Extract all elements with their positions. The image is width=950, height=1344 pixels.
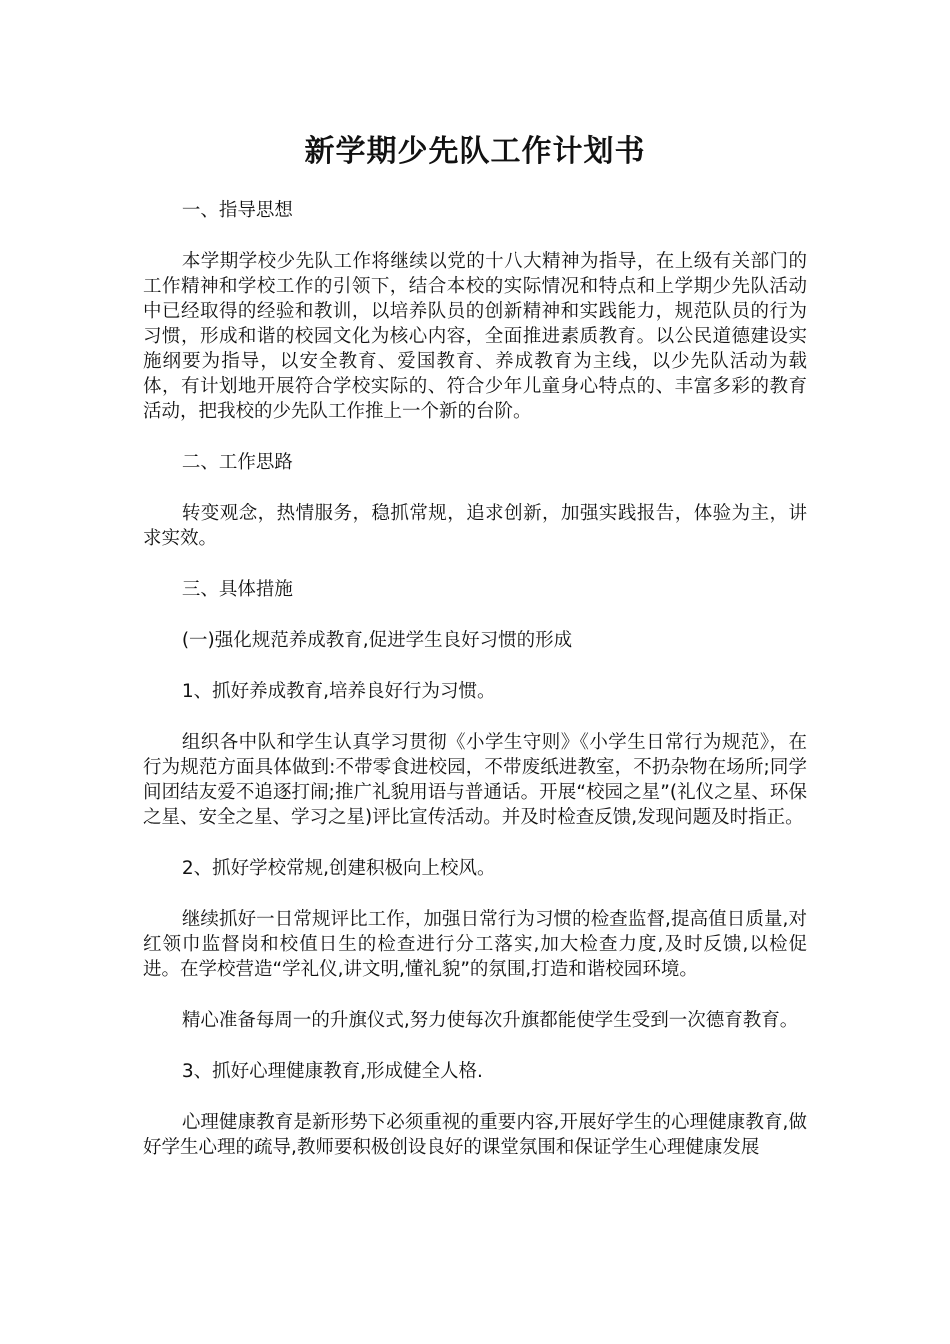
section-heading-work-approach: 二、工作思路 bbox=[181, 452, 293, 473]
paragraph-guiding-ideology: 本学期学校少先队工作将继续以党的十八大精神为指导，在上级有关部门的工作精神和学校工作的引领下，结合本校的实际情况和特点和上学期少先队活动中已经取得的经验和教训，以培养队员的创新精神和实践能力，规范队员的行为习惯，形成和谐的校园文化为核心内容，全面推进素质教育。以公民道德建设实施纲要为指导，以安全教育、爱国教育、养成教育为主线，以少先队活动为载体，有计划地开展符合学校实际的、符合少年儿童身心特点的、丰富多彩的教育活动，把我校的少先队工作推上一个新的台阶。 bbox=[143, 251, 807, 422]
paragraph-flag-ceremony: 精心准备每周一的升旗仪式,努力使每次升旗都能使学生受到一次德育教育。 bbox=[181, 1010, 799, 1031]
paragraph-item-1: 组织各中队和学生认真学习贯彻《小学生守则》《小学生日常行为规范》，在行为规范方面具体做到:不带零食进校园，不带废纸进教室，不扔杂物在场所;同学间团结友爱不追逐打闹;推广礼貌用语与普通话。开展“校园之星”(礼仪之星、环保之星、安全之星、学习之星)评比宣传活动。并及时检查反馈,发现问题及时指正。 bbox=[143, 732, 807, 828]
document-body bbox=[143, 198, 807, 1186]
item-heading-3: 3、抓好心理健康教育,形成健全人格. bbox=[181, 1061, 483, 1082]
section-heading-specific-measures: 三、具体措施 bbox=[181, 579, 293, 600]
paragraph-work-approach: 转变观念，热情服务，稳抓常规，追求创新，加强实践报告，体验为主，讲求实效。 bbox=[143, 503, 807, 549]
paragraph-item-2: 继续抓好一日常规评比工作，加强日常行为习惯的检查监督,提高值日质量,对红领巾监督岗和校值日生的检查进行分工落实,加大检查力度,及时反馈,以检促进。在学校营造“学礼仪,讲文明,懂礼貌”的氛围,打造和谐校园环境。 bbox=[143, 909, 807, 980]
section-heading-guiding-ideology: 一、指导思想 bbox=[181, 200, 293, 221]
item-heading-2: 2、抓好学校常规,创建积极向上校风。 bbox=[181, 858, 496, 879]
item-heading-1: 1、抓好养成教育,培养良好行为习惯。 bbox=[181, 681, 496, 702]
document-title: 新学期少先队工作计划书 bbox=[304, 134, 646, 169]
subsection-heading-habit-formation: (一)强化规范养成教育,促进学生良好习惯的形成 bbox=[181, 630, 573, 651]
paragraph-item-3: 心理健康教育是新形势下必须重视的重要内容,开展好学生的心理健康教育,做好学生心理的疏导,教师要积极创设良好的课堂氛围和保证学生心理健康发展 bbox=[143, 1112, 807, 1158]
